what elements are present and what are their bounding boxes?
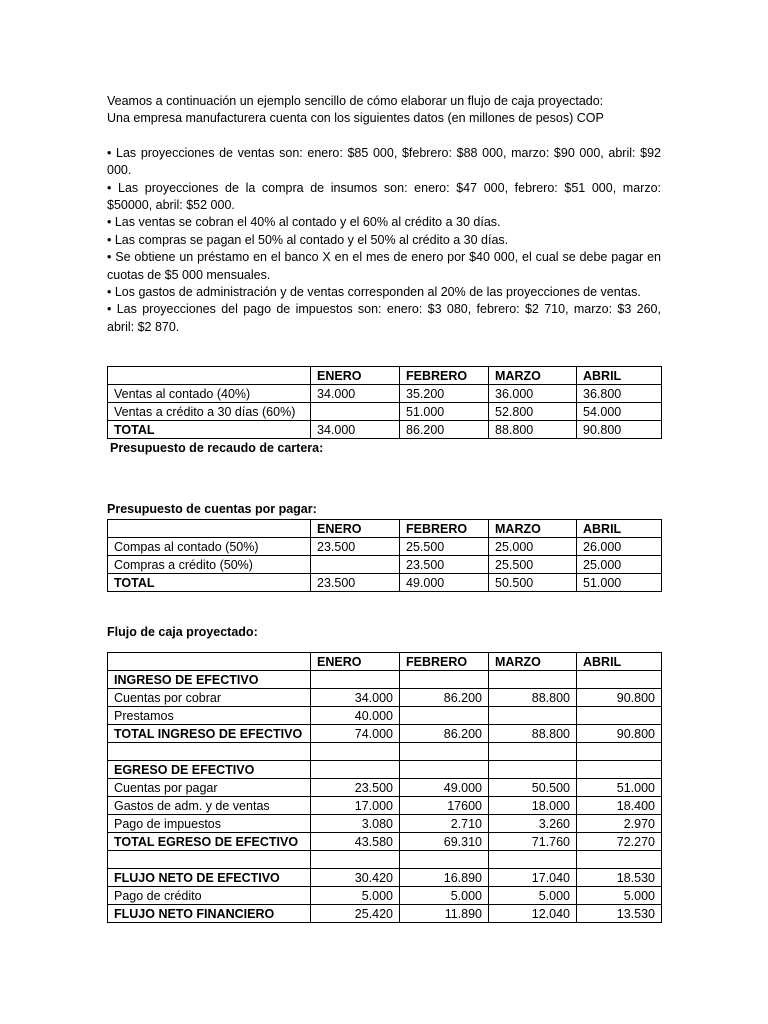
cell-value: 2.710 (400, 815, 489, 833)
table-row (108, 743, 662, 761)
month-header: ABRIL (577, 367, 662, 385)
cell-value (311, 761, 400, 779)
cell-value (577, 851, 662, 869)
cell-value: 51.000 (577, 779, 662, 797)
row-label: FLUJO NETO DE EFECTIVO (108, 869, 311, 887)
row-label: TOTAL INGRESO DE EFECTIVO (108, 725, 311, 743)
row-label (108, 743, 311, 761)
row-label: FLUJO NETO FINANCIERO (108, 905, 311, 923)
intro-line-1: Veamos a continuación un ejemplo sencillo de cómo elaborar un flujo de caja proyectado: (107, 94, 604, 108)
month-header: FEBRERO (400, 653, 489, 671)
table-row (108, 556, 662, 574)
row-label: TOTAL (108, 421, 311, 439)
cell-value: 69.310 (400, 833, 489, 851)
cell-value: 17.040 (489, 869, 577, 887)
cell-value: 88.800 (489, 689, 577, 707)
cell-value: 90.800 (577, 689, 662, 707)
month-header: ENERO (311, 367, 400, 385)
row-label: EGRESO DE EFECTIVO (108, 761, 311, 779)
table-header-row (108, 367, 662, 385)
flujo-table (107, 652, 662, 923)
table-row (108, 707, 662, 725)
cell-value: 25.500 (400, 538, 489, 556)
cell-value: 50.500 (489, 574, 577, 592)
cell-value: 50.500 (489, 779, 577, 797)
cell-value: 71.760 (489, 833, 577, 851)
cell-value: 90.800 (577, 421, 662, 439)
total-row (108, 574, 662, 592)
table-row (108, 538, 662, 556)
recaudo-title: Presupuesto de recaudo de cartera: (110, 441, 324, 455)
cell-value: 34.000 (311, 689, 400, 707)
cell-value: 23.500 (311, 779, 400, 797)
table-row (108, 887, 662, 905)
row-label: Cuentas por cobrar (108, 689, 311, 707)
row-label: Gastos de adm. y de ventas (108, 797, 311, 815)
cell-value: 36.000 (489, 385, 577, 403)
cell-value: 2.970 (577, 815, 662, 833)
intro-line-2: Una empresa manufacturera cuenta con los siguientes datos (en millones de pesos) COP (107, 111, 604, 126)
cell-value: 36.800 (577, 385, 662, 403)
cell-value: 34.000 (311, 421, 400, 439)
bullet-expenses: • Los gastos de administración y de ventas corresponden al 20% de las proyecciones de ventas. (107, 285, 641, 300)
table-row (108, 403, 662, 421)
total-row (108, 905, 662, 923)
cell-value: 23.500 (400, 556, 489, 574)
month-header: MARZO (489, 367, 577, 385)
cell-value: 23.500 (311, 538, 400, 556)
cell-value (489, 707, 577, 725)
cell-value (311, 556, 400, 574)
row-label: Pago de impuestos (108, 815, 311, 833)
month-header: ENERO (311, 520, 400, 538)
cell-value: 11.890 (400, 905, 489, 923)
row-label: TOTAL (108, 574, 311, 592)
row-label: Prestamos (108, 707, 311, 725)
table-row (108, 797, 662, 815)
intro-section (107, 93, 661, 336)
row-label (108, 851, 311, 869)
table-row (108, 815, 662, 833)
cell-value: 25.500 (489, 556, 577, 574)
cell-value: 86.200 (400, 421, 489, 439)
cell-value: 5.000 (400, 887, 489, 905)
month-header: MARZO (489, 653, 577, 671)
month-header: MARZO (489, 520, 577, 538)
cell-value (400, 743, 489, 761)
total-row (108, 761, 662, 779)
cell-value: 74.000 (311, 725, 400, 743)
cell-value (489, 743, 577, 761)
row-label: Pago de crédito (108, 887, 311, 905)
table-header-row (108, 653, 662, 671)
cell-value (489, 761, 577, 779)
cell-value: 51.000 (577, 574, 662, 592)
cell-value (489, 851, 577, 869)
cell-value (400, 671, 489, 689)
bullet-taxes: • Las proyecciones del pago de impuestos son: enero: $3 080, febrero: $2 710, marzo: $3 260, abril: $2 870. (107, 302, 661, 334)
row-label: Ventas al contado (40%) (108, 385, 311, 403)
month-header: ABRIL (577, 520, 662, 538)
cell-value: 86.200 (400, 689, 489, 707)
cuentas-pagar-table (107, 519, 662, 592)
row-label: Compas al contado (50%) (108, 538, 311, 556)
cell-value: 49.000 (400, 574, 489, 592)
cell-value: 88.800 (489, 725, 577, 743)
cell-value: 49.000 (400, 779, 489, 797)
cell-value: 30.420 (311, 869, 400, 887)
cell-value: 25.000 (489, 538, 577, 556)
cell-value: 86.200 (400, 725, 489, 743)
table-row (108, 385, 662, 403)
cell-value (311, 403, 400, 421)
cell-value: 16.890 (400, 869, 489, 887)
cell-value: 34.000 (311, 385, 400, 403)
cell-value (400, 851, 489, 869)
row-label: INGRESO DE EFECTIVO (108, 671, 311, 689)
cell-value: 3.260 (489, 815, 577, 833)
cell-value: 90.800 (577, 725, 662, 743)
row-label: Cuentas por pagar (108, 779, 311, 797)
row-label: Compras a crédito (50%) (108, 556, 311, 574)
cell-value: 5.000 (489, 887, 577, 905)
cell-value: 54.000 (577, 403, 662, 421)
total-row (108, 833, 662, 851)
cell-value: 43.580 (311, 833, 400, 851)
month-header: ABRIL (577, 653, 662, 671)
cell-value (311, 671, 400, 689)
month-header: FEBRERO (400, 367, 489, 385)
cell-value: 3.080 (311, 815, 400, 833)
cell-value (400, 707, 489, 725)
cell-value: 51.000 (400, 403, 489, 421)
bullet-sales: • Las proyecciones de ventas son: enero: $85 000, $febrero: $88 000, marzo: $90 000, abril: $92 000. (107, 145, 661, 178)
bullet-payments: • Las compras se pagan el 50% al contado y el 50% al crédito a 30 días. (107, 232, 509, 247)
bullet-loan: • Se obtiene un préstamo en el banco X en el mes de enero por $40 000, el cual se debe pagar en cuotas de $5 000 mensuales. (107, 250, 661, 282)
cell-value (311, 851, 400, 869)
total-row (108, 421, 662, 439)
cell-value (577, 707, 662, 725)
cell-value: 17600 (400, 797, 489, 815)
cell-value: 25.420 (311, 905, 400, 923)
cell-value (489, 671, 577, 689)
cell-value: 88.800 (489, 421, 577, 439)
cell-value: 18.000 (489, 797, 577, 815)
table-row (108, 851, 662, 869)
bullet-collections: • Las ventas se cobran el 40% al contado y el 60% al crédito a 30 días. (107, 215, 501, 230)
cuentas-pagar-title: Presupuesto de cuentas por pagar: (107, 502, 317, 516)
table-row (108, 689, 662, 707)
cell-value (311, 743, 400, 761)
flujo-title: Flujo de caja proyectado: (107, 625, 258, 639)
table-row (108, 779, 662, 797)
cell-value: 25.000 (577, 556, 662, 574)
cell-value: 26.000 (577, 538, 662, 556)
cell-value: 18.400 (577, 797, 662, 815)
cell-value: 72.270 (577, 833, 662, 851)
cell-value (577, 743, 662, 761)
cell-value (577, 761, 662, 779)
recaudo-table (107, 366, 662, 439)
cell-value (577, 671, 662, 689)
cell-value: 12.040 (489, 905, 577, 923)
table-header-row (108, 520, 662, 538)
total-row (108, 725, 662, 743)
month-header: FEBRERO (400, 520, 489, 538)
bullet-purchases: • Las proyecciones de la compra de insumos son: enero: $47 000, febrero: $51 000, marzo: $50000, abril: $52 000. (107, 180, 661, 213)
cell-value: 35.200 (400, 385, 489, 403)
cell-value: 23.500 (311, 574, 400, 592)
month-header: ENERO (311, 653, 400, 671)
cell-value: 18.530 (577, 869, 662, 887)
cell-value: 5.000 (311, 887, 400, 905)
cell-value: 13.530 (577, 905, 662, 923)
total-row (108, 671, 662, 689)
cell-value: 5.000 (577, 887, 662, 905)
cell-value (400, 761, 489, 779)
cell-value: 52.800 (489, 403, 577, 421)
cell-value: 40.000 (311, 707, 400, 725)
cell-value: 17.000 (311, 797, 400, 815)
row-label: Ventas a crédito a 30 días (60%) (108, 403, 311, 421)
row-label: TOTAL EGRESO DE EFECTIVO (108, 833, 311, 851)
total-row (108, 869, 662, 887)
